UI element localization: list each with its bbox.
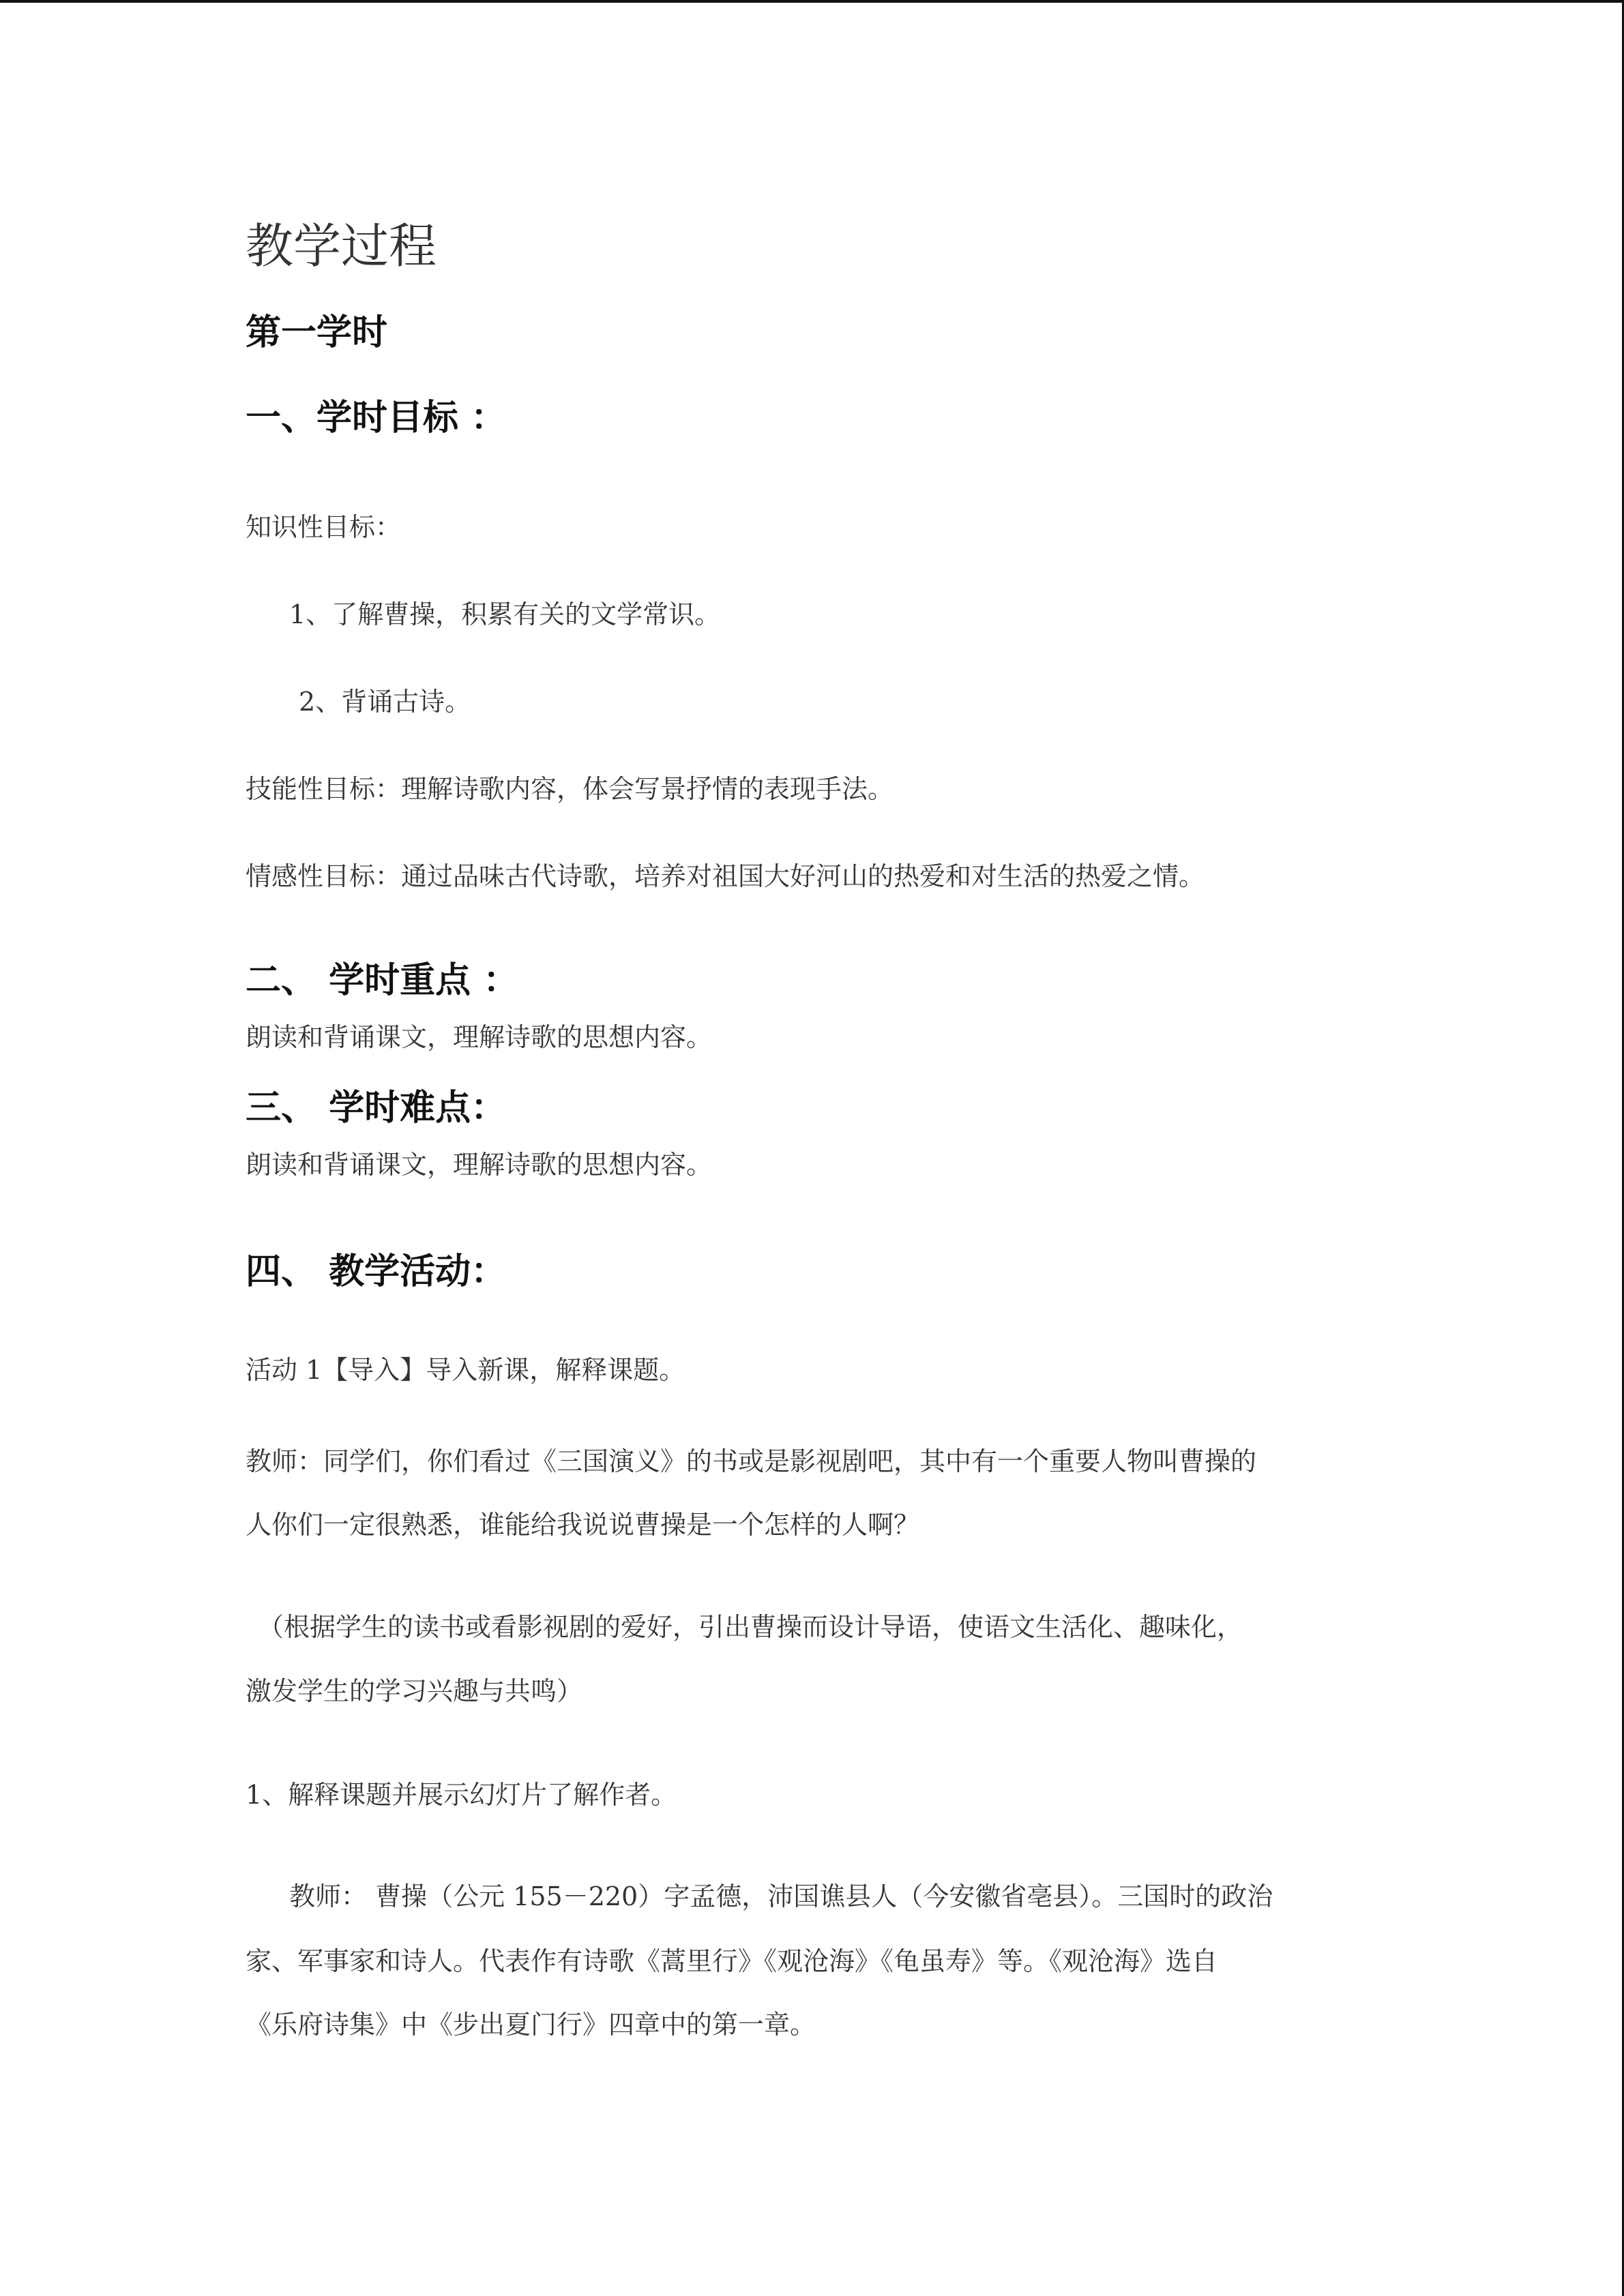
knowledge-goal-item: 2、背诵古诗。 (299, 687, 471, 717)
activity-1-line: 活动 1【导入】导入新课，解释课题。 (246, 1355, 685, 1385)
section-2-body: 朗读和背诵课文，理解诗歌的思想内容。 (246, 1022, 713, 1052)
emotion-goal: 情感性目标：通过品味古代诗歌，培养对祖国大好河山的热爱和对生活的热爱之情。 (246, 861, 1205, 891)
teacher-intro-line: 家、军事家和诗人。代表作有诗歌《蒿里行》《观沧海》《龟虽寿》等。《观沧海》选自 (246, 1946, 1218, 1976)
skill-goal: 技能性目标：理解诗歌内容，体会写景抒情的表现手法。 (246, 774, 894, 804)
knowledge-goal-label: 知识性目标： (246, 512, 402, 542)
section-2-heading: 二、 学时重点 ： (246, 960, 519, 1001)
teacher-intro-line: 《乐府诗集》中《步出夏门行》四章中的第一章。 (246, 2010, 816, 2040)
step-1-line: 1、解释课题并展示幻灯片了解作者。 (246, 1780, 677, 1810)
teacher-intro-line: 教师： 曹操（公元 155－220）字孟德，沛国谯县人（今安徽省亳县）。三国时的政治 (289, 1881, 1273, 1911)
page-title: 教学过程 (246, 218, 437, 274)
page-top-border (0, 0, 1624, 3)
design-note-line: （根据学生的读书或看影视剧的爱好，引出曹操而设计导语，使语文生活化、趣味化， (258, 1612, 1243, 1642)
section-3-heading: 三、 学时难点： (246, 1088, 507, 1129)
section-1-heading: 一、学时目标 ： (246, 398, 507, 438)
teacher-question-line: 教师：同学们，你们看过《三国演义》的书或是影视剧吧，其中有一个重要人物叫曹操的 (246, 1446, 1257, 1476)
knowledge-goal-item: 1、了解曹操，积累有关的文学常识。 (289, 599, 721, 629)
design-note-line: 激发学生的学习兴趣与共鸣） (246, 1676, 583, 1706)
section-3-body: 朗读和背诵课文，理解诗歌的思想内容。 (246, 1150, 713, 1180)
teacher-question-line: 人你们一定很熟悉，谁能给我说说曹操是一个怎样的人啊？ (246, 1510, 920, 1540)
section-4-heading: 四、 教学活动： (246, 1251, 507, 1292)
session-heading: 第一学时 (246, 312, 388, 353)
